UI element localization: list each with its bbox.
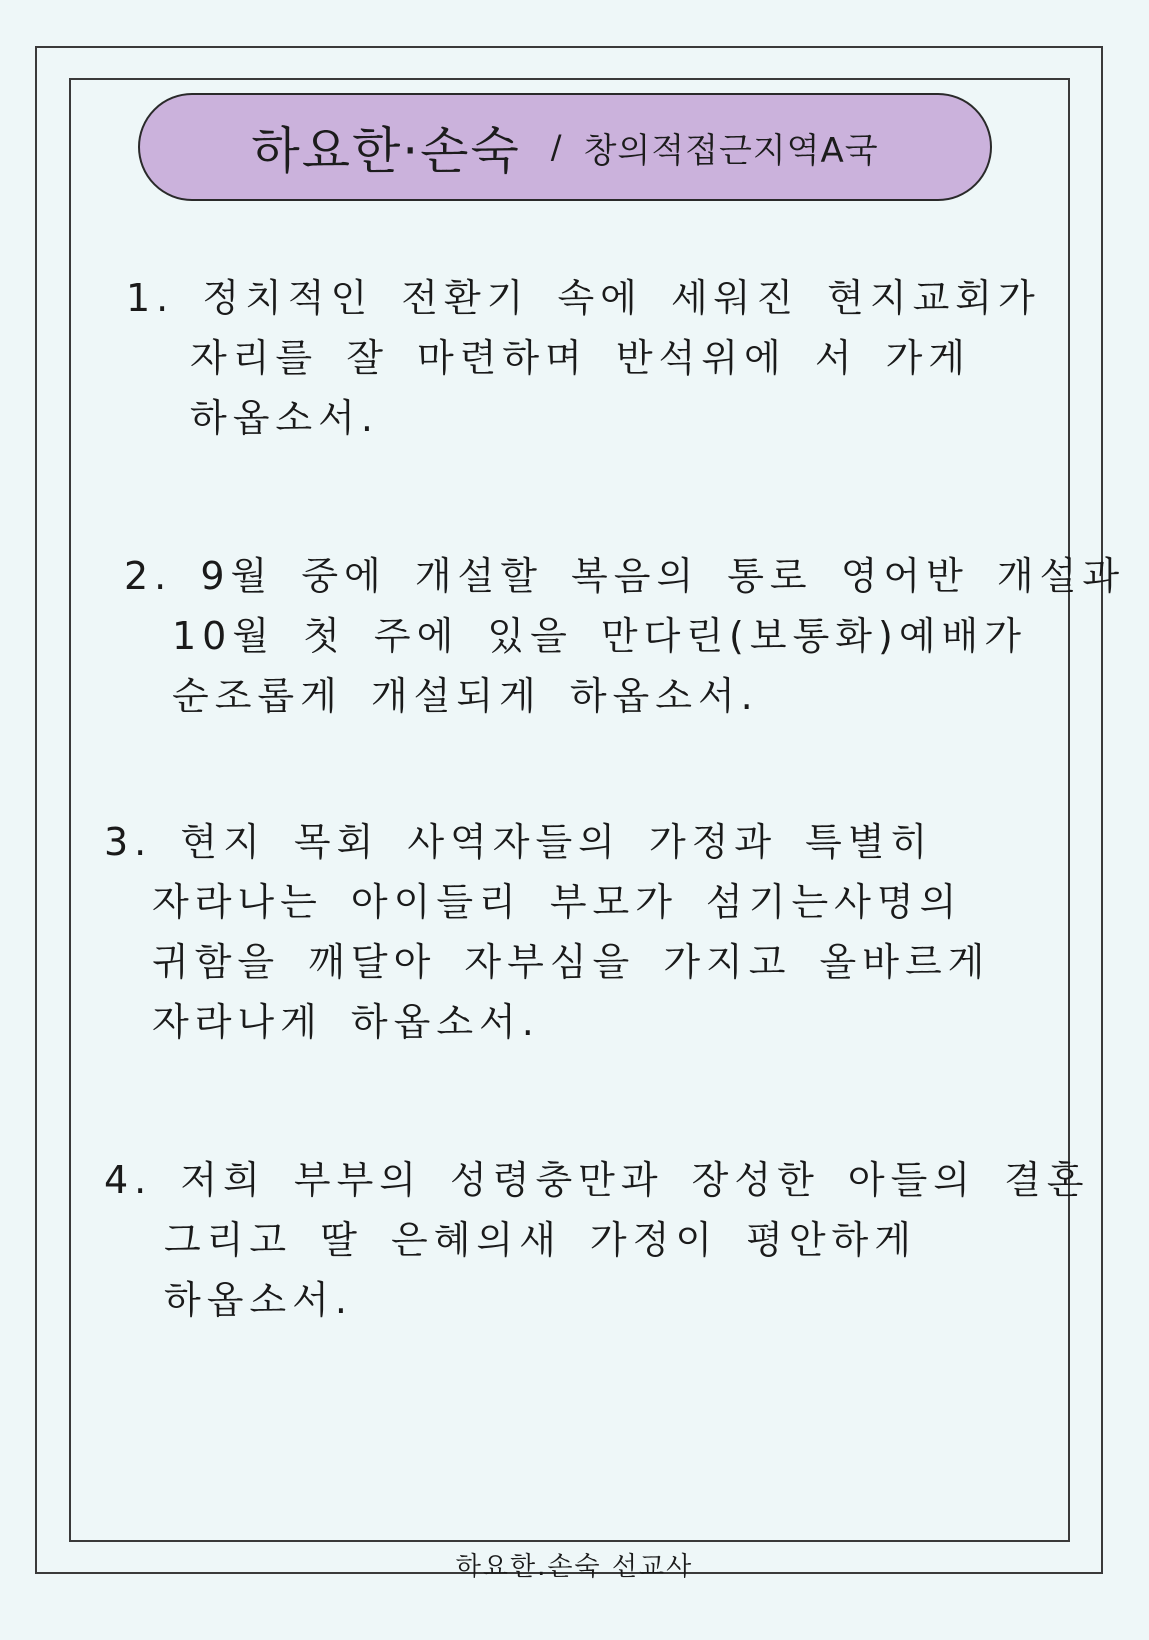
- footer-signature: 하요한.손숙 선교사: [455, 1552, 694, 1582]
- prayer-line: 순조롭게 개설되게 하옵소서.: [172, 674, 759, 718]
- prayer-number: 4.: [104, 1158, 153, 1202]
- prayer-line: [124, 546, 1125, 606]
- prayer-line: 하옵소서.: [164, 1278, 353, 1322]
- prayer-line: 그리고 딸 은혜의새 가정이 평안하게: [164, 1218, 917, 1262]
- prayer-text: 저희 부부의 성령충만과 장성한 아들의 결혼: [180, 1158, 1090, 1202]
- prayer-line: 귀함을 깨달아 자부심을 가지고 올바르게: [152, 940, 991, 984]
- title-banner: [138, 93, 992, 201]
- prayer-line: [104, 1150, 1090, 1210]
- prayer-item-2: [124, 546, 1125, 726]
- prayer-text: 9월 중에 개설할 복음의 통로 영어반 개설과: [200, 554, 1126, 598]
- prayer-number: 2.: [124, 554, 173, 598]
- prayer-text: 현지 목회 사역자들의 가정과 특별히: [180, 820, 934, 864]
- prayer-item-3: [104, 812, 990, 1052]
- prayer-line: [126, 268, 1041, 328]
- prayer-text: 정치적인 전환기 속에 세워진 현지교회가: [202, 276, 1041, 320]
- prayer-line: 하옵소서.: [190, 396, 379, 440]
- prayer-line: 자라나는 아이들리 부모가 섬기는사명의: [152, 880, 963, 924]
- missionary-names: 하요한·손숙: [251, 122, 521, 180]
- mission-region: 창의적접근지역A국: [583, 130, 879, 171]
- prayer-line: 10월 첫 주에 있을 만다린(보통화)예배가: [172, 614, 1027, 658]
- prayer-number: 1.: [126, 276, 175, 320]
- prayer-item-4: [104, 1150, 1090, 1330]
- prayer-line: 자라나게 하옵소서.: [152, 1000, 540, 1044]
- prayer-item-1: [126, 268, 1041, 448]
- prayer-number: 3.: [104, 820, 153, 864]
- prayer-line: 자리를 잘 마련하며 반석위에 서 가게: [190, 336, 972, 380]
- title-separator: /: [550, 128, 562, 166]
- prayer-line: [104, 812, 990, 872]
